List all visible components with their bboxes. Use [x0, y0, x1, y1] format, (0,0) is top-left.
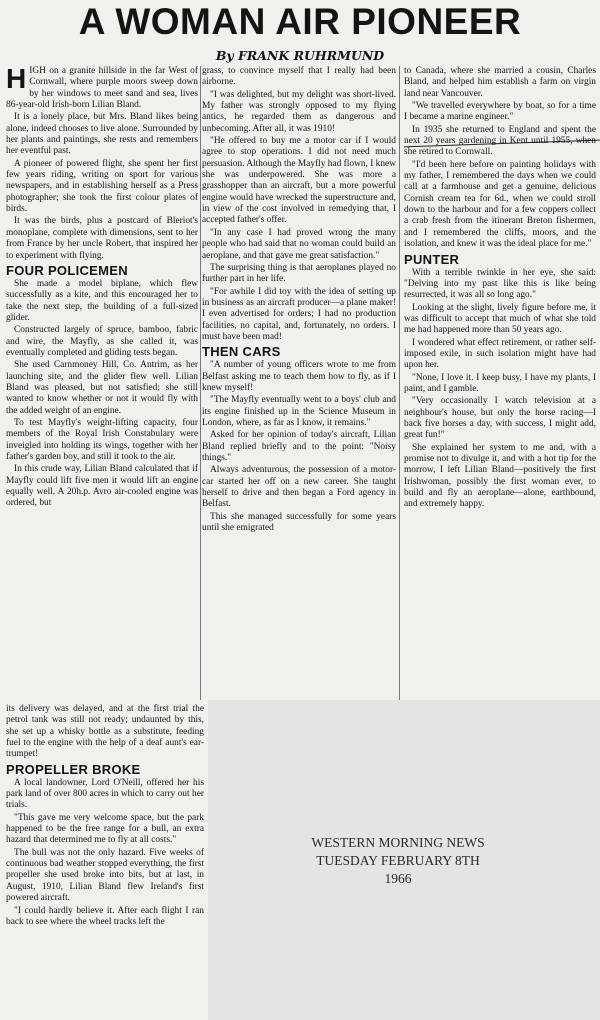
paragraph: Looking at the slight, lively figure before me, it was difficult to accept that much of what she told me had happened more than 50 years ago.: [404, 302, 596, 336]
paragraph: With a terrible twinkle in her eye, she said: "Delving into my past like this is like being resurrected, it was all so long ago.": [404, 267, 596, 301]
paragraph: "We travelled everywhere by boat, so for a time I became a marine engineer.": [404, 101, 596, 123]
paragraph: In 1935 she returned to England and spent the next 20 years gardening in Kent until 1955, when she retired to Cornwall.: [404, 124, 596, 158]
paragraph: "This gave me very welcome space, but the park happened to be the free range for a bull, an extra hazard that determined me to fly at all costs.": [6, 812, 204, 846]
subheading-then-cars: THEN CARS: [202, 344, 281, 360]
paragraph: "The Mayfly eventually went to a boys' club and its engine finished up in the Science Museum in London, where, as far as I know, it remains.": [202, 395, 396, 428]
paragraph: "I was delighted, but my delight was short-lived. My father was strongly opposed to my flying antics, he regarded them as dangerous and unbecoming. After all, it was 1910!: [202, 89, 396, 134]
source-caption: [228, 834, 568, 888]
paragraph: to Canada, where she married a cousin, Charles Bland, and helped him establish a farm on virgin land near Vancouver.: [404, 66, 596, 99]
article-column-4: [6, 704, 204, 929]
paragraph: Constructed largely of spruce, bamboo, fabric and wire, the Mayfly, as she called it, was eventually completed and gliding tests began.: [6, 325, 198, 358]
paragraph: Asked for her opinion of today's aircraft, Lilian Bland replied briefly and to the point: "Noisy things.": [202, 430, 396, 463]
column-rule: [399, 66, 400, 700]
subheading-punter: PUNTER: [404, 251, 460, 267]
paragraph: "I'd been here before on painting holidays with my father, I remembered the days when we could call at a farmhouse and get a genuine, delicious Cornish cream tea for 6d., when we could stroll down to the harbour and for a few coppers collect a crab fresh from the itinerant Breton fishermen, and I remembered the cliffs, moors, and the isolation, and knew it was the ideal place for me.": [404, 159, 596, 250]
paragraph: It is a lonely place, but Mrs. Bland likes being alone, indeed chooses to live alone. Surrounded by her plants and paintings, she rests and remembers her eventful past.: [6, 112, 198, 157]
column-rule: [200, 66, 201, 700]
paragraph: "A number of young officers wrote to me from Belfast asking me to teach them how to fly, as if I knew myself!: [202, 360, 396, 393]
paragraph: HIGH on a granite hillside in the far West of Cornwall, where purple moors sweep down by her windows to meet sand and sea, lives 86-year-old Irish-born Lilian Bland.: [6, 63, 198, 111]
paragraph: grass, to convince myself that I really had been airborne.: [202, 66, 396, 88]
headline: A WOMAN AIR PIONEER: [78, 1, 522, 42]
paragraph: "For awhile I did toy with the idea of setting up in business as an aircraft producer—a plane maker! I even advertised for orders; I had no production facilities, no capital, and, fortunately, no orders. I must have been mad!: [202, 286, 396, 342]
paragraph: "In any case I had proved wrong the many people who had said that no woman could build an aeroplane, and that gave me great satisfaction.": [202, 227, 396, 261]
paragraph: A local landowner, Lord O'Neill, offered her his park land of over 800 acres in which to carry out her trials.: [6, 777, 204, 811]
subheading-propeller-broke: PROPELLER BROKE: [6, 761, 141, 777]
paragraph: A pioneer of powered flight, she spent her first few years riding, writing on sport for various newspapers, and in establishing herself as a Press photographer; she took the first colour plates of birds.: [6, 158, 198, 215]
drop-cap: H: [6, 63, 27, 94]
clipping-bottom: [0, 700, 208, 1020]
caption-newspaper: WESTERN MORNING NEWS: [311, 835, 485, 850]
paragraph: To test Mayfly's weight-lifting capacity, four members of the Royal Irish Constabulary were inveigled into holding its wings, together with her father's garden boy, and still it took to the air.: [6, 417, 198, 462]
paragraph: "Very occasionally I watch television at a neighbour's house, but only the horse racing—I back five horses a day, with success, I might add, great fun!": [404, 396, 596, 441]
paragraph: She used Carnmoney Hill, Co. Antrim, as her launching site, and the glider flew well. Lilian Bland was pleased, but not satisfied; she still wanted to know whether or not it would fly with the added weight of an engine.: [6, 360, 198, 416]
article-column-1: [6, 63, 198, 511]
paragraph: Always adventurous, the possession of a motor-car started her off on a new career. She taught herself to drive and then began a Ford agency in Belfast.: [202, 465, 396, 510]
paragraph: "I could hardly believe it. After each flight I ran back to see where the wheel tracks left the: [6, 905, 204, 927]
article-column-3: [404, 66, 596, 512]
paragraph: "None, I love it. I keep busy, I have my plants, I paint, and I gamble.: [404, 372, 596, 394]
caption-date: TUESDAY FEBRUARY 8TH: [316, 853, 480, 868]
byline: By FRANK RUHRMUND: [215, 48, 385, 63]
paragraph: The bull was not the only hazard. Five weeks of continuous bad weather stopped everything, the first propeller she used broke into bits, but at last, in August, 1910, Lilian Bland flew Ireland's first powered aircraft.: [6, 847, 204, 904]
paragraph: "He offered to buy me a motor car if I would agree to stop operations. I did not need much persuasion. Although the Mayfly had flown, I knew she was underpowered. She was more a grasshopper than an aircraft, but a more powerful engine would have wrecked the superstructure and, in view of the cost involved in remedying that, I accepted father's offer.: [202, 136, 396, 226]
paragraph: its delivery was delayed, and at the first trial the petrol tank was still not ready; undaunted by this, she set up a whisky bottle as a substitute, feeding fuel to the engine with the help of a deaf aunt's ear-trumpet!: [6, 704, 204, 760]
subheading-four-policemen: FOUR POLICEMEN: [6, 262, 128, 278]
paragraph: It was the birds, plus a postcard of Bleriot's monoplane, complete with dimensions, sent to her from France by her uncle Robert, that inspired her to experiment with flying.: [6, 216, 198, 261]
paragraph: I wondered what effect retirement, or rather self-imposed exile, in such isolation might have had upon her.: [404, 337, 596, 371]
paragraph: In this crude way, Lilian Bland calculated that if Mayfly could lift five men it would lift an engine equally well. A 20h.p. Avro air-cooled engine was ordered, but: [6, 464, 198, 509]
article-column-2: [202, 66, 396, 535]
paragraph: The surprising thing is that aeroplanes played no further part in her life.: [202, 262, 396, 285]
paragraph: This she managed successfully for some years until she emigrated: [202, 511, 396, 534]
paragraph: She explained her system to me and, with a promise not to divulge it, and with a hot tip for the morrow, I left Lilian Bland—positively the first Irishwoman, possibly the first woman ever, to build and fly an aeroplane—alone, earthbound, and extremely happy.: [404, 442, 596, 510]
paragraph: She made a model biplane, which flew successfully as a kite, and this encouraged her to take the next step, the building of a full-sized glider.: [6, 278, 198, 323]
caption-year: 1966: [384, 871, 412, 886]
